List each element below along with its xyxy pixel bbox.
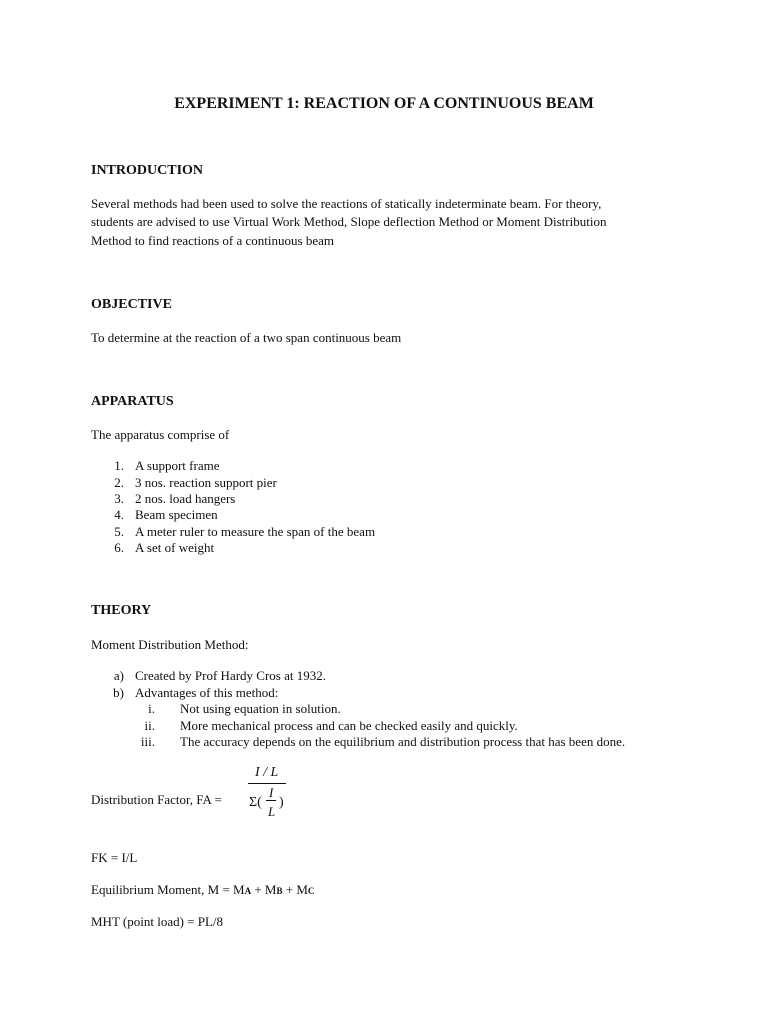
sub-item-label: i. (148, 701, 155, 716)
section-heading-objective: OBJECTIVE (91, 297, 172, 312)
list-item: Beam specimen (135, 507, 218, 522)
introduction-line-3: Method to find reactions of a continuous beam (91, 233, 334, 248)
theory-method: Moment Distribution Method: (91, 637, 249, 652)
fk-formula: FK = I/L (91, 850, 138, 865)
sub-item: Not using equation in solution. (180, 701, 341, 716)
list-item-number: 6. (114, 540, 124, 555)
list-item-number: 5. (114, 524, 124, 539)
objective-text: To determine at the reaction of a two span continuous beam (91, 330, 402, 345)
list-item-number: 3. (114, 491, 124, 506)
mht-formula: MHT (point load) = PL/8 (91, 914, 224, 929)
distribution-factor-label: Distribution Factor, FA = (91, 792, 222, 807)
sub-item-label: ii. (144, 718, 155, 733)
equilibrium-plus-2: + M (282, 882, 308, 897)
subscript-a: A (244, 886, 252, 896)
sub-item: More mechanical process and can be checked easily and quickly. (180, 718, 518, 733)
equilibrium-moment-formula (91, 882, 314, 899)
list-item: A support frame (135, 458, 220, 473)
list-item: 2 nos. load hangers (135, 491, 236, 506)
list-item-label: a) (113, 668, 124, 683)
list-item: A meter ruler to measure the span of the beam (135, 524, 376, 539)
formula-fraction-line (248, 783, 286, 784)
formula-close-paren: ) (279, 795, 284, 810)
formula-numerator: I / L (255, 765, 279, 780)
section-heading-apparatus: APPARATUS (91, 394, 174, 409)
formula-sigma: Σ( (249, 795, 262, 810)
equilibrium-prefix: Equilibrium Moment, M = M (91, 882, 245, 897)
list-item-number: 2. (114, 475, 124, 490)
introduction-line-2: students are advised to use Virtual Work Method, Slope deflection Method or Moment Distribution (91, 214, 607, 229)
section-heading-introduction: INTRODUCTION (91, 163, 204, 178)
equilibrium-plus-1: + M (251, 882, 277, 897)
section-heading-theory: THEORY (91, 603, 152, 618)
list-item: Advantages of this method: (135, 685, 279, 700)
list-item-label: b) (113, 685, 124, 700)
subscript-c: C (307, 886, 315, 896)
sub-item-label: iii. (140, 734, 155, 749)
introduction-line-1: Several methods had been used to solve the reactions of statically indeterminate beam. For theory, (91, 196, 602, 211)
list-item-number: 4. (114, 507, 124, 522)
list-item-number: 1. (114, 458, 124, 473)
formula-inner-numerator: I (269, 785, 274, 800)
apparatus-intro: The apparatus comprise of (91, 427, 230, 442)
formula-inner-denominator: L (268, 804, 276, 819)
list-item: A set of weight (135, 540, 215, 555)
subscript-b: B (276, 886, 283, 896)
formula-inner-fraction-line (266, 800, 276, 801)
list-item: Created by Prof Hardy Cros at 1932. (135, 668, 326, 683)
sub-item: The accuracy depends on the equilibrium and distribution process that has been done. (180, 734, 626, 749)
page-title: EXPERIMENT 1: REACTION OF A CONTINUOUS BEAM (174, 95, 594, 112)
list-item: 3 nos. reaction support pier (135, 475, 277, 490)
